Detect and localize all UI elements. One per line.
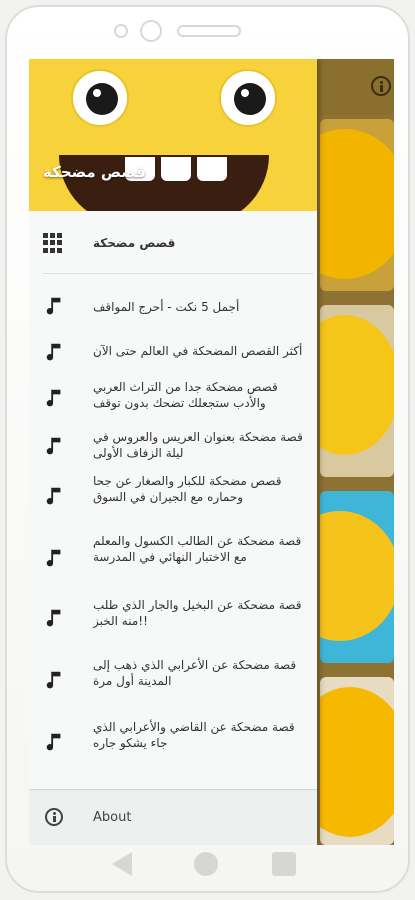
drawer-item-label: قصص مضحكة للكبار والصغار عن جحا وحماره مع الجيران في السوق — [93, 474, 282, 504]
music-note-icon — [43, 485, 65, 507]
emoji-tooth — [197, 157, 227, 181]
music-note-icon — [43, 435, 65, 457]
emoji-card[interactable] — [320, 677, 394, 845]
navigation-drawer — [29, 59, 317, 845]
laughing-emoji-image — [320, 129, 394, 279]
drawer-item-label: قصة مضحكة بعنوان العريس والعروس في ليلة الزفاف الأولى — [93, 430, 303, 460]
tears-of-joy-emoji-image — [320, 687, 394, 837]
drawer-footer — [29, 789, 317, 845]
front-camera — [140, 20, 162, 42]
emoji-card[interactable] — [320, 305, 394, 477]
drawer-item-label: قصص مضحكة جدا من التراث العربي والأدب ستجعلك تضحك بدون توقف — [93, 380, 278, 410]
drawer-story-item[interactable] — [29, 589, 317, 649]
emoji-card[interactable] — [320, 119, 394, 291]
drawer-header — [29, 59, 317, 211]
drawer-story-item[interactable] — [29, 331, 317, 375]
drawer-item-label: قصة مضحكة عن الأعرابي الذي ذهب إلى المدينة أول مرة — [93, 658, 297, 688]
recent-apps-icon[interactable] — [272, 852, 296, 876]
drawer-story-item[interactable] — [29, 423, 317, 471]
back-icon[interactable] — [112, 852, 132, 876]
drawer-title: قصص مضحكة — [43, 163, 146, 181]
screen — [29, 59, 394, 845]
emoji-eye-left — [71, 69, 129, 127]
emoji-eye-right — [219, 69, 277, 127]
drawer-item-label: قصة مضحكة عن البخيل والجار الذي طلب منه الخبز!! — [93, 598, 302, 628]
drawer-story-item[interactable] — [29, 375, 317, 423]
sensor-dot — [114, 24, 128, 38]
drawer-item-label: قصة مضحكة عن الطالب الكسول والمعلم مع الاختبار النهائي في المدرسة — [93, 534, 302, 564]
info-icon — [45, 808, 63, 826]
drawer-item-label: أكثر القصص المضحكة في العالم حتى الآن — [93, 344, 303, 358]
drawer-item-label: قصة مضحكة عن القاضي والأعرابي الذي جاء يشكو جاره — [93, 720, 295, 750]
drawer-story-item[interactable] — [29, 711, 317, 789]
music-note-icon — [43, 387, 65, 409]
emoji-tooth — [161, 157, 191, 181]
music-note-icon — [43, 731, 65, 753]
crying-laughing-emoji-image — [320, 315, 394, 455]
speaker-grille — [177, 25, 241, 37]
drawer-story-item[interactable] — [29, 649, 317, 711]
music-note-icon — [43, 669, 65, 691]
music-note-icon — [43, 547, 65, 569]
emoji-card[interactable] — [320, 491, 394, 663]
about-item[interactable] — [29, 790, 317, 845]
about-label: About — [93, 810, 132, 825]
drawer-story-item[interactable] — [29, 471, 317, 527]
drawer-story-item[interactable] — [29, 287, 317, 331]
drawer-divider — [43, 273, 313, 274]
music-note-icon — [43, 341, 65, 363]
info-icon[interactable] — [371, 76, 391, 96]
drawer-item-label: أجمل 5 نكت - أحرج المواقف — [93, 300, 240, 314]
home-icon[interactable] — [194, 852, 218, 876]
drawer-item-home[interactable] — [29, 211, 317, 271]
grid-icon — [43, 233, 63, 253]
drawer-story-item[interactable] — [29, 527, 317, 589]
rolling-laughing-emoji-image — [320, 511, 394, 641]
drawer-item-label: قصص مضحكة — [93, 236, 176, 250]
music-note-icon — [43, 607, 65, 629]
phone-frame — [5, 5, 410, 893]
music-note-icon — [43, 295, 65, 317]
